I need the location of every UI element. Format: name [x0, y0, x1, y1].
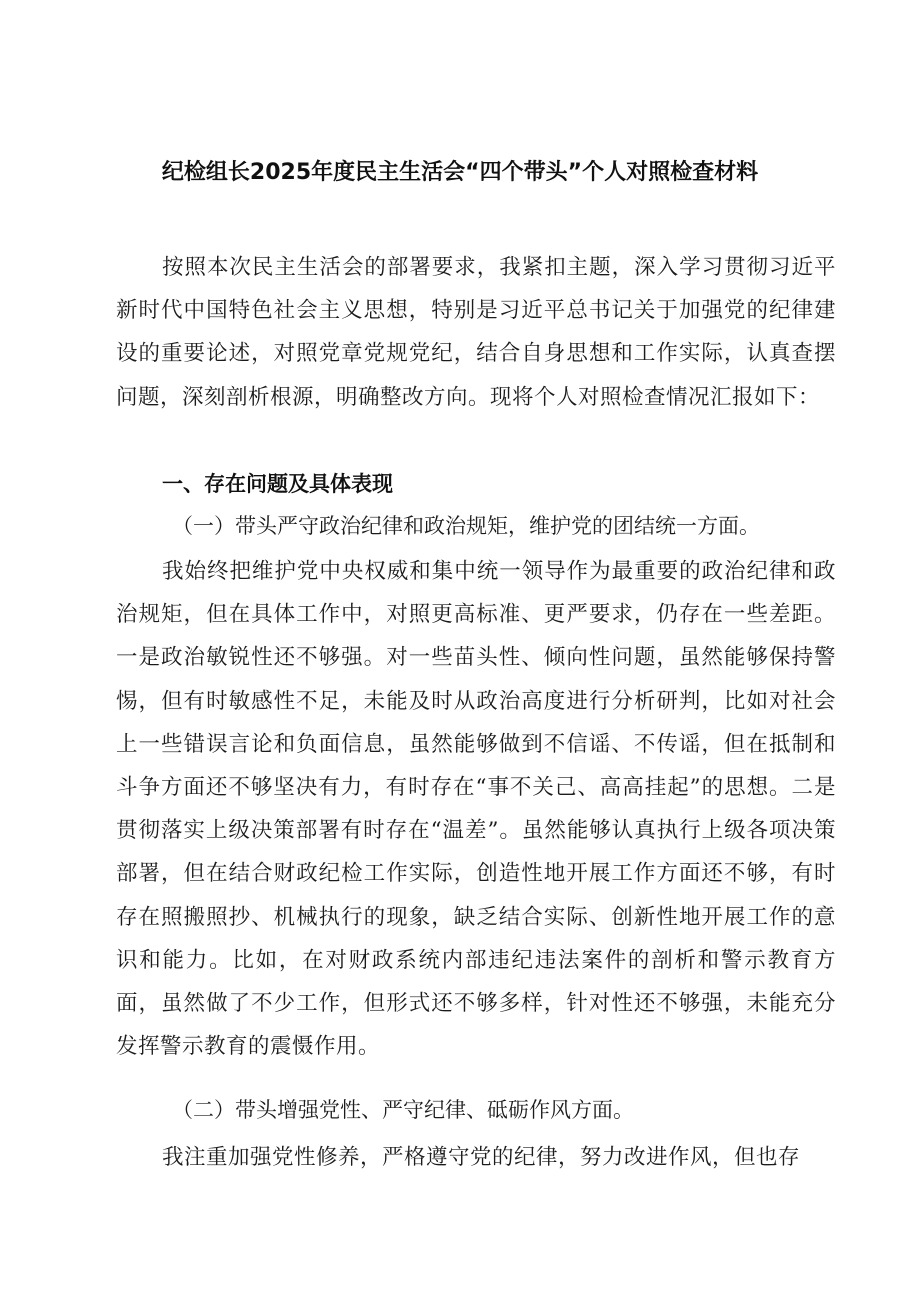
section-heading-1: 一、存在问题及具体表现	[162, 472, 393, 496]
subsection-heading-1: （一）带头严守政治纪律和政治规矩，维护党的团结统一方面。	[172, 514, 760, 538]
subsection-heading-2: （二）带头增强党性、严守纪律、砥砺作风方面。	[172, 1098, 634, 1122]
subsection-1-paragraph: 我始终把维护党中央权威和集中统一领导作为最重要的政治纪律和政治规矩，但在具体工作中，对照更高标准、更严要求，仍存在一些差距。一是政治敏锐性还不够强。对一些苗头性、倾向性问题，虽然能够保持警惕，但有时敏感性不足，未能及时从政治高度进行分析研判，比如对社会上一些错误言论和负面信息，虽然能够做到不信谣、不传谣，但在抵制和斗争方面还不够坚决有力，有时存在“事不关己、高高挂起”的思想。二是贯彻落实上级决策部署有时存在“温差”。虽然能够认真执行上级各项决策部署，但在结合财政纪检工作实际，创造性地开展工作方面还不够，有时存在照搬照抄、机械执行的现象，缺乏结合实际、创新性地开展工作的意识和能力。比如，在对财政系统内部违纪违法案件的剖析和警示教育方面，虽然做了不少工作，但形式还不够多样，针对性还不够强，未能充分发挥警示教育的震慑作用。	[116, 559, 836, 1060]
subsection-2-paragraph: 我注重加强党性修养，严格遵守党的纪律，努力改进作风，但也存	[162, 1145, 801, 1170]
document-title: 纪检组长2025年度民主生活会“四个带头”个人对照检查材料	[161, 160, 759, 185]
intro-paragraph: 按照本次民主生活会的部署要求，我紧扣主题，深入学习贯彻习近平新时代中国特色社会主义思想，特别是习近平总书记关于加强党的纪律建设的重要论述，对照党章党规党纪，结合自身思想和工作实际，认真查摆问题，深刻剖析根源，明确整改方向。现将个人对照检查情况汇报如下：	[116, 255, 836, 410]
